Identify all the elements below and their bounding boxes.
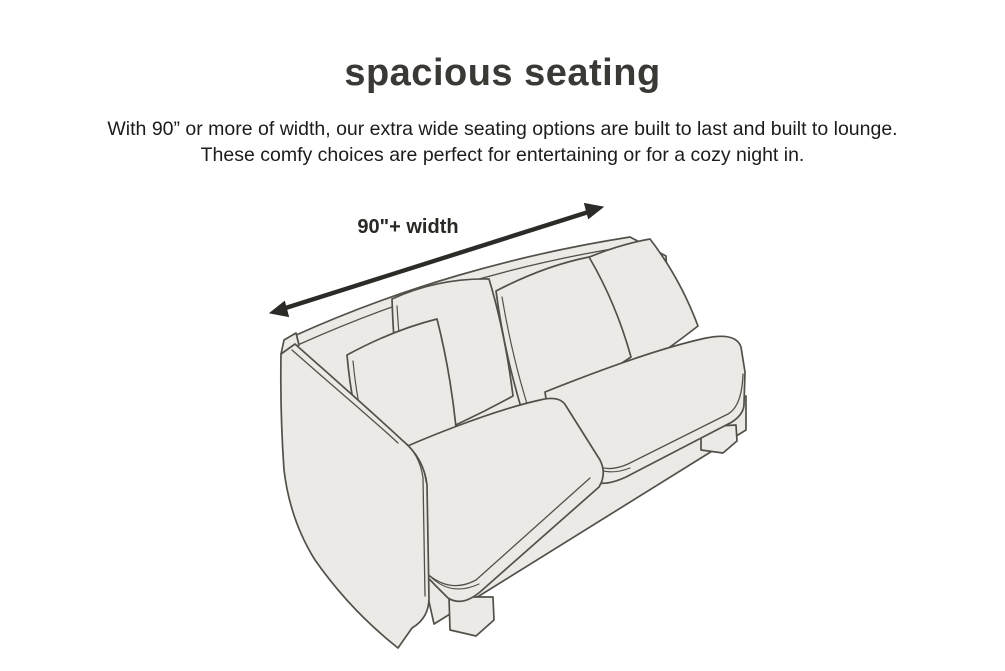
sofa-illustration <box>253 193 783 671</box>
page-description <box>0 116 1005 168</box>
description-line-1: With 90” or more of width, our extra wide seating options are built to last and built to lounge. <box>107 118 898 140</box>
description-line-2: These comfy choices are perfect for entertaining or for a cozy night in. <box>200 144 805 166</box>
page-title: spacious seating <box>344 52 661 94</box>
dimension-label: 90"+ width <box>357 216 459 238</box>
sofa-front-foot <box>449 597 494 636</box>
sofa-drawing <box>281 237 746 648</box>
